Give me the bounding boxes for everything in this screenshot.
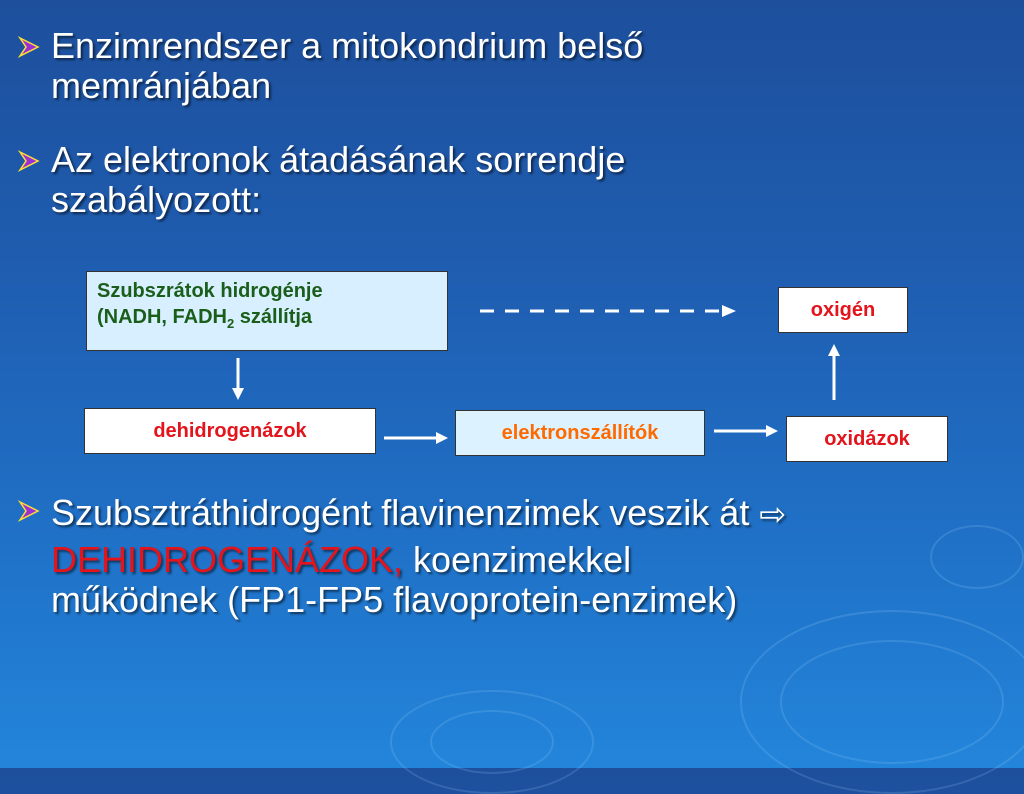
bullet-text: Az elektronok átadásának sorrendje szabályozott:: [51, 139, 626, 220]
hollow-right-arrow-icon: ⇨: [759, 495, 787, 533]
dehydrogenases-highlight: DEHIDROGENÁZOK,: [51, 539, 404, 580]
dashed-arrow-icon: [480, 305, 736, 317]
bullet-item: [18, 490, 998, 629]
down-arrow-icon: [232, 358, 244, 400]
bullet-arrow-icon: [18, 500, 40, 522]
oxidases-box: oxidázok: [786, 416, 948, 462]
electron-carriers-box: elektronszállítók: [455, 410, 705, 456]
bullet-text: Szubsztráthidrogént flavinenzimek veszik át ⇨ DEHIDROGENÁZOK, koenzimekkel működnek (FP1-FP5 flavoprotein-enzimek): [51, 492, 787, 620]
dehydrogenases-box: dehidrogenázok: [84, 408, 376, 454]
up-arrow-icon: [828, 344, 840, 400]
right-arrow-icon: [384, 432, 448, 444]
substrate-hydrogen-box: Szubszrátok hidrogénje (NADH, $FADH_2$ szállítja: [86, 271, 448, 351]
bullet-text: Enzimrendszer a mitokondrium belső memránjában: [51, 25, 644, 106]
oxygen-box: oxigén: [778, 287, 908, 333]
right-arrow-icon: [714, 425, 778, 437]
